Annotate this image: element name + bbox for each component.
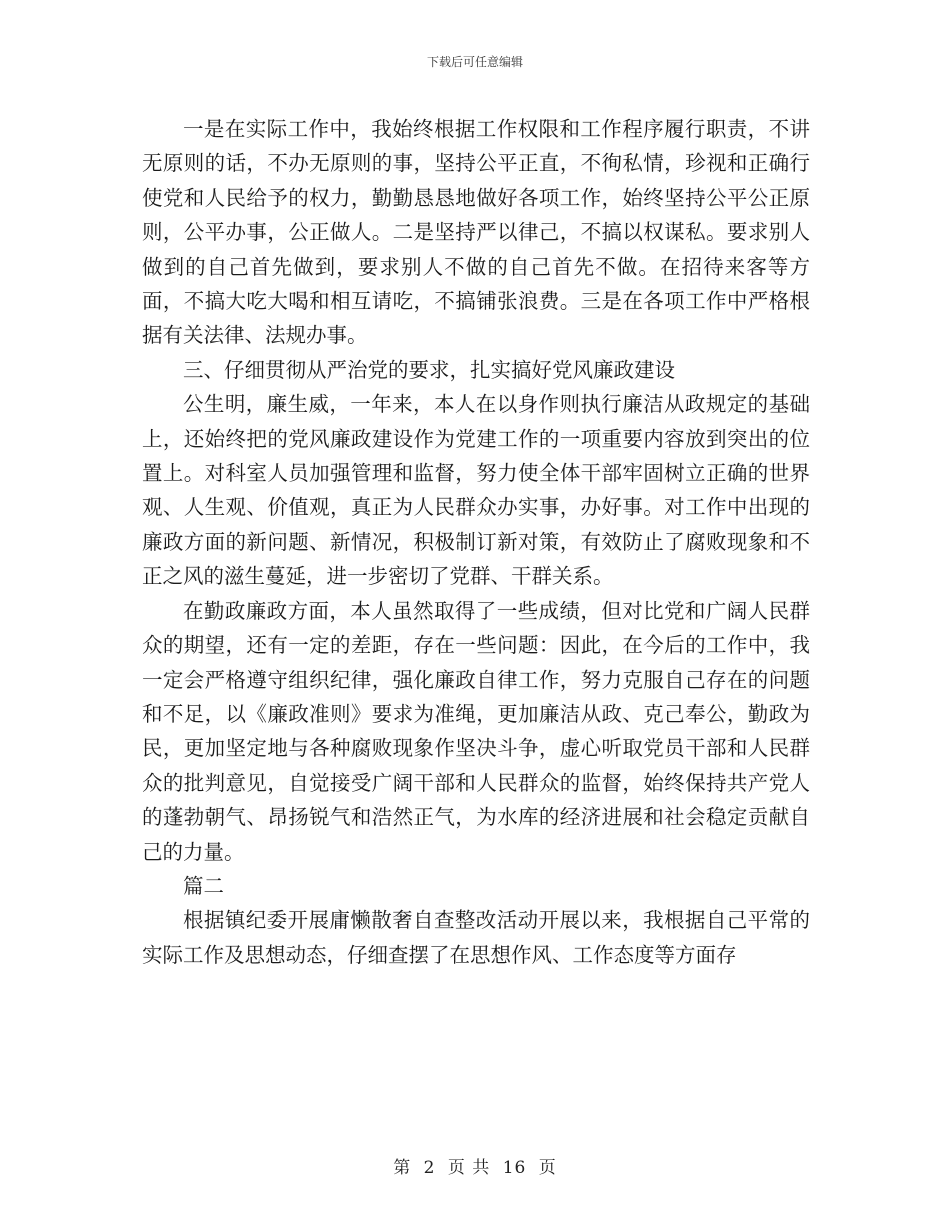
current-page-number: 2 [423,1158,436,1178]
document-body [142,112,810,972]
paragraph-1: 一是在实际工作中，我始终根据工作权限和工作程序履行职责，不讲无原则的话，不办无原则的事，坚持公平正直，不徇私情，珍视和正确行使党和人民给予的权力，勤勤恳恳地做好各项工作，始终坚持公平公正原则，公平办事，公正做人。二是坚持严以律己，不搞以权谋私。要求别人做到的自己首先做到，要求别人不做的自己首先不做。在招待来客等方面，不搞大吃大喝和相互请吃，不搞铺张浪费。三是在各项工作中严格根据有关法律、法规办事。 [142,117,810,348]
paragraph-3: 在勤政廉政方面，本人虽然取得了一些成绩，但对比党和广阔人民群众的期望，还有一定的差距，存在一些问题：因此，在今后的工作中，我一定会严格遵守组织纪律，强化廉政自律工作，努力克服自己存在的问题和不足，以《廉政准则》要求为准绳，更加廉洁从政、克己奉公，勤政为民，更加坚定地与各种腐败现象作坚决斗争，虚心听取党员干部和人民群众的批判意见，自觉接受广阔干部和人民群众的监督，始终保持共产党人的蓬勃朝气、昂扬锐气和浩然正气，为水库的经济进展和社会稳定贡献自己的力量。 [142,598,810,864]
footer-prefix: 第 [393,1158,412,1178]
footer-suffix: 页 [538,1158,557,1178]
paragraph-4: 根据镇纪委开展庸懒散奢自查整改活动开展以来，我根据自己平常的实际工作及思想动态，仔细查摆了在思想作风、工作态度等方面存 [142,908,810,967]
footer-middle: 页 共 [447,1158,491,1178]
section-heading-3: 三、仔细贯彻从严治党的要求，扎实搞好党风廉政建设 [183,357,675,382]
paragraph-2: 公生明，廉生威，一年来，本人在以身作则执行廉洁从政规定的基础上，还始终把的党风廉政建设作为党建工作的一项重要内容放到突出的位置上。对科室人员加强管理和监督，努力使全体干部牢固树立正确的世界观、人生观、价值观，真正为人民群众办实事，办好事。对工作中出现的廉政方面的新问题、新情况，积极制订新对策，有效防止了腐败现象和不正之风的滋生蔓延，进一步密切了党群、干群关系。 [142,392,810,589]
total-page-count: 16 [502,1158,527,1178]
header-note: 下载后可任意编辑 [426,55,523,69]
page-footer [0,1153,950,1178]
chapter-heading: 篇二 [183,873,224,898]
